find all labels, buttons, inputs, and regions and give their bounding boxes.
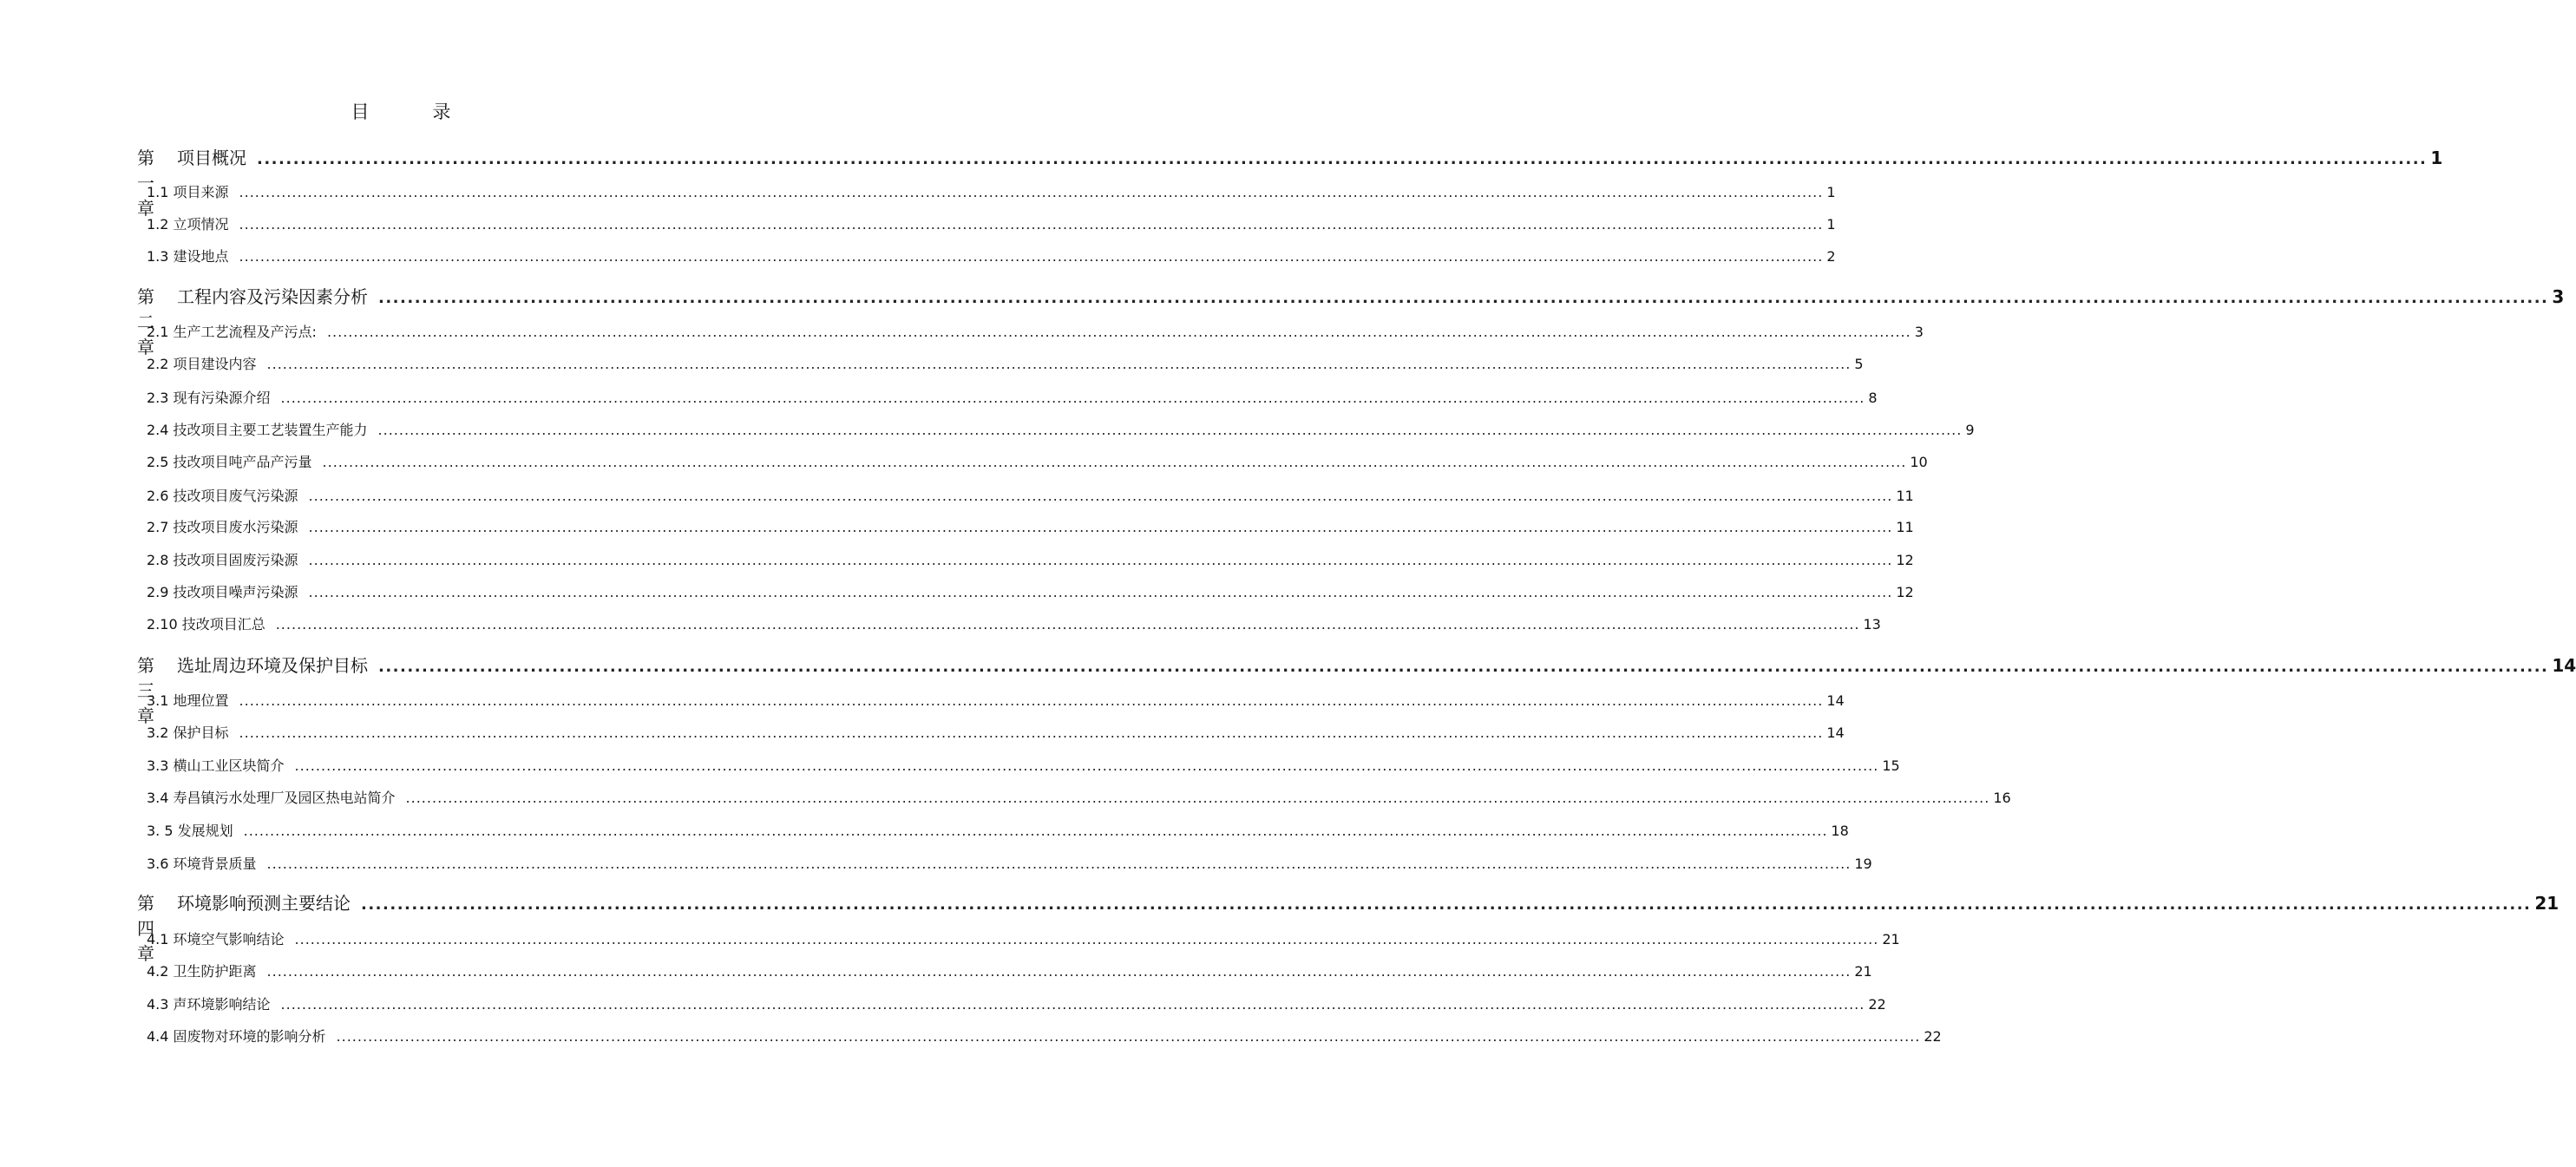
toc-title: 目 录 <box>351 102 474 122</box>
entry-label: 3.3 横山工业区块简介 <box>147 757 285 774</box>
page-number: 13 <box>1863 616 1881 633</box>
page-number: 15 <box>1882 757 1900 774</box>
page-number: 14 <box>1826 692 1845 709</box>
dot-leader: ............................................................................................................................................................................................................................................................................................................ <box>361 895 2532 914</box>
toc-section-entry[interactable] <box>147 581 1914 604</box>
entry-label: 2.8 技改项目固废污染源 <box>147 552 298 568</box>
page-number: 11 <box>1896 519 1914 535</box>
entry-label: 4.2 卫生防护距离 <box>147 963 257 980</box>
dot-leader: ............................................................................................................................................................................................................................................................................................................ <box>336 1028 1921 1045</box>
toc-section-entry[interactable] <box>147 690 1845 712</box>
chapter-number: 第二章 <box>137 286 154 357</box>
dot-leader: ............................................................................................................................................................................................................................................................................................................ <box>243 823 1828 839</box>
toc-section-entry[interactable] <box>147 549 1914 572</box>
entry-label: 2.10 技改项目汇总 <box>147 616 265 633</box>
dot-leader: ............................................................................................................................................................................................................................................................................................................ <box>308 584 1893 600</box>
entry-label: 1.2 立项情况 <box>147 216 229 233</box>
entry-label: 2.4 技改项目主要工艺装置生产能力 <box>147 422 368 438</box>
entry-label: 1.3 建设地点 <box>147 248 229 265</box>
page-number: 22 <box>1924 1028 1942 1045</box>
dot-leader: ............................................................................................................................................................................................................................................................................................................ <box>239 216 1824 233</box>
toc-section-entry[interactable] <box>147 613 1881 636</box>
toc-section-entry[interactable] <box>147 387 1878 410</box>
entry-label: 环境影响预测主要结论 <box>177 893 351 914</box>
entry-label: 3.6 环境背景质量 <box>147 856 257 872</box>
page-number: 1 <box>1826 216 1836 233</box>
toc-section-entry[interactable] <box>147 722 1845 744</box>
toc-section-entry[interactable] <box>147 181 1836 204</box>
page-number: 2 <box>1826 248 1836 265</box>
entry-label: 选址周边环境及保护目标 <box>177 655 368 676</box>
entry-label: 3.1 地理位置 <box>147 692 229 709</box>
dot-leader: ............................................................................................................................................................................................................................................................................................................ <box>266 356 1852 372</box>
entry-label: 工程内容及污染因素分析 <box>177 286 368 307</box>
page-number: 14 <box>1826 724 1845 741</box>
page-number: 21 <box>1882 931 1900 947</box>
entry-label: 4.4 固废物对环境的影响分析 <box>147 1028 326 1045</box>
dot-leader: ............................................................................................................................................................................................................................................................................................................ <box>239 724 1824 741</box>
page-number: 18 <box>1831 823 1849 839</box>
dot-leader: ............................................................................................................................................................................................................................................................................................................ <box>405 790 1990 806</box>
page-number: 1 <box>1826 184 1836 200</box>
dot-leader: ............................................................................................................................................................................................................................................................................................................ <box>294 757 1879 774</box>
dot-leader: ............................................................................................................................................................................................................................................................................................................ <box>239 692 1824 709</box>
entry-label: 2.9 技改项目噪声污染源 <box>147 584 298 600</box>
toc-section-entry[interactable] <box>147 787 2011 810</box>
toc-section-entry[interactable] <box>147 993 1886 1016</box>
dot-leader: ............................................................................................................................................................................................................................................................................................................ <box>308 488 1893 504</box>
dot-leader: ............................................................................................................................................................................................................................................................................................................ <box>257 150 2428 168</box>
toc-section-entry[interactable] <box>147 853 1872 875</box>
toc-section-entry[interactable] <box>147 419 1975 442</box>
entry-label: 2.3 现有污染源介绍 <box>147 390 271 406</box>
dot-leader: ............................................................................................................................................................................................................................................................................................................ <box>280 390 1865 406</box>
page-number: 11 <box>1896 488 1914 504</box>
page-number: 12 <box>1896 584 1914 600</box>
page-number: 1 <box>2430 148 2443 168</box>
page-number: 8 <box>1868 390 1878 406</box>
dot-leader: ............................................................................................................................................................................................................................................................................................................ <box>308 519 1893 535</box>
entry-label: 2.6 技改项目废气污染源 <box>147 488 298 504</box>
toc-section-entry[interactable] <box>147 353 1864 376</box>
entry-label: 3.2 保护目标 <box>147 724 229 741</box>
toc-section-entry[interactable] <box>147 516 1914 539</box>
chapter-number: 第四章 <box>137 893 154 964</box>
toc-section-entry[interactable] <box>147 820 1849 842</box>
page-number: 3 <box>1914 324 1924 340</box>
dot-leader: ............................................................................................................................................................................................................................................................................................................ <box>308 552 1893 568</box>
toc-section-entry[interactable] <box>147 928 1900 951</box>
toc-section-entry[interactable] <box>147 213 1836 236</box>
dot-leader: ............................................................................................................................................................................................................................................................................................................ <box>280 996 1865 1013</box>
entry-label: 4.1 环境空气影响结论 <box>147 931 285 947</box>
entry-label: 2.7 技改项目废水污染源 <box>147 519 298 535</box>
dot-leader: ............................................................................................................................................................................................................................................................................................................ <box>275 616 1860 633</box>
dot-leader: ............................................................................................................................................................................................................................................................................................................ <box>266 963 1852 980</box>
page-number: 3 <box>2552 286 2565 307</box>
page-number: 5 <box>1854 356 1864 372</box>
toc-section-entry[interactable] <box>147 960 1872 983</box>
toc-section-entry[interactable] <box>147 1026 1942 1048</box>
page-number: 14 <box>2552 655 2576 676</box>
entry-label: 项目概况 <box>177 148 246 168</box>
dot-leader: ............................................................................................................................................................................................................................................................................................................ <box>239 184 1824 200</box>
toc-section-entry[interactable] <box>147 321 1924 344</box>
entry-label: 1.1 项目来源 <box>147 184 229 200</box>
dot-leader: ............................................................................................................................................................................................................................................................................................................ <box>326 324 1911 340</box>
dot-leader: ............................................................................................................................................................................................................................................................................................................ <box>239 248 1824 265</box>
dot-leader: ............................................................................................................................................................................................................................................................................................................ <box>378 658 2549 676</box>
page-number: 19 <box>1854 856 1872 872</box>
page-number: 12 <box>1896 552 1914 568</box>
entry-label: 2.5 技改项目吨产品产污量 <box>147 454 312 470</box>
page-number: 10 <box>1910 454 1928 470</box>
dot-leader: ............................................................................................................................................................................................................................................................................................................ <box>322 454 1907 470</box>
page-number: 22 <box>1868 996 1886 1013</box>
page-number: 16 <box>1993 790 2011 806</box>
toc-section-entry[interactable] <box>147 246 1836 268</box>
chapter-number: 第三章 <box>137 655 154 726</box>
entry-label: 4.3 声环境影响结论 <box>147 996 271 1013</box>
toc-section-entry[interactable] <box>147 755 1900 777</box>
dot-leader: ............................................................................................................................................................................................................................................................................................................ <box>294 931 1879 947</box>
dot-leader: ............................................................................................................................................................................................................................................................................................................ <box>378 289 2549 307</box>
page-number: 9 <box>1965 422 1975 438</box>
entry-label: 3.4 寿昌镇污水处理厂及园区热电站简介 <box>147 790 396 806</box>
entry-label: 2.1 生产工艺流程及产污点: <box>147 324 317 340</box>
dot-leader: ............................................................................................................................................................................................................................................................................................................ <box>377 422 1963 438</box>
dot-leader: ............................................................................................................................................................................................................................................................................................................ <box>266 856 1852 872</box>
toc-section-entry[interactable] <box>147 485 1914 508</box>
page-number: 21 <box>1854 963 1872 980</box>
chapter-number: 第一章 <box>137 148 154 219</box>
toc-section-entry[interactable] <box>147 451 1928 474</box>
entry-label: 2.2 项目建设内容 <box>147 356 257 372</box>
entry-label: 3. 5 发展规划 <box>147 823 233 839</box>
page-number: 21 <box>2534 893 2560 914</box>
